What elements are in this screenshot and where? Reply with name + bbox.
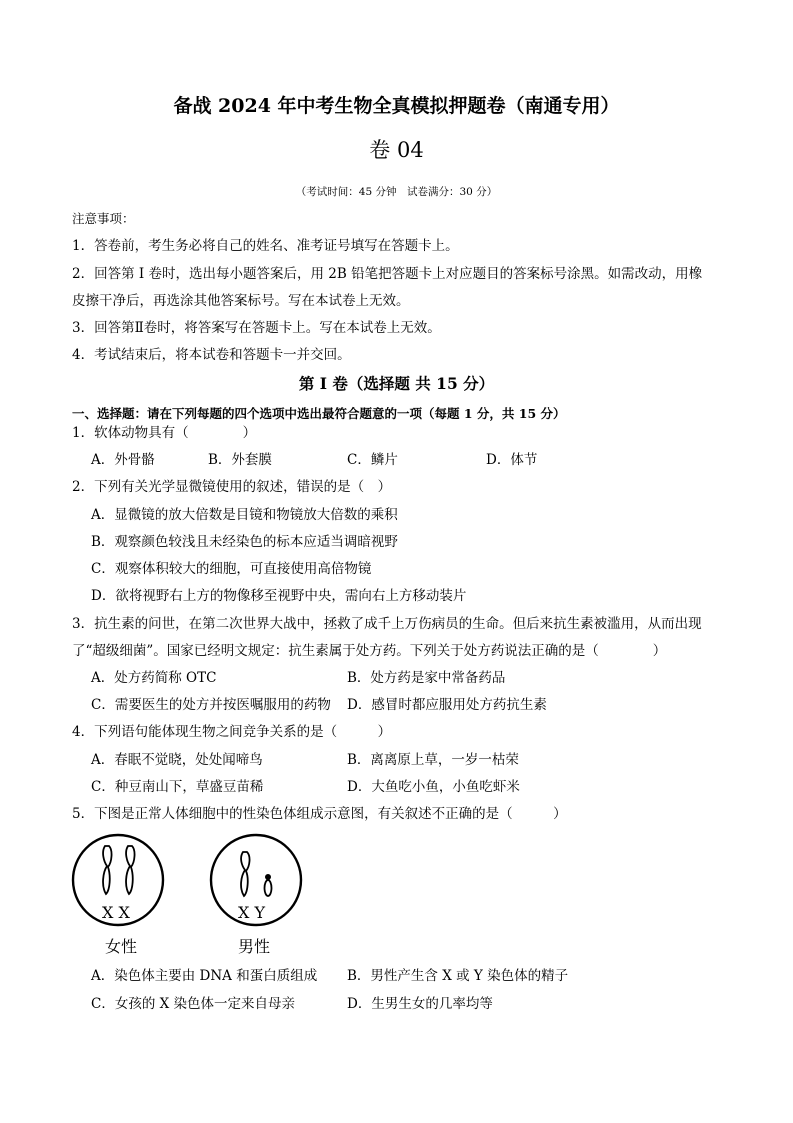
note-item-2-cont: 皮擦干净后，再选涂其他答案标号。写在本试卷上无效。 xyxy=(72,293,410,309)
section-instruction: 一、选择题：请在下列每题的四个选项中选出最符合题意的一项（每题 1 分，共 15 分） xyxy=(72,406,566,421)
q3-stem-line-2: 了“超级细菌”。国家已经明文规定：抗生素属于处方药。下列关于处方药说法正确的是（ ） xyxy=(72,643,667,659)
q4-stem: 4．下列语句能体现生物之间竞争关系的是（ ） xyxy=(72,724,392,740)
female-chromosome-labels: X X xyxy=(102,903,130,922)
exam-info: （考试时间：45 分钟 试卷满分：30 分） xyxy=(295,186,498,198)
q5-option-b: B．男性产生含 X 或 Y 染色体的精子 xyxy=(347,968,569,984)
male-y-chromosome xyxy=(265,874,272,896)
male-label: 男性 xyxy=(238,937,271,956)
q4-option-c: C．种豆南山下，草盛豆苗稀 xyxy=(91,779,264,795)
q3-option-c: C．需要医生的处方并按医嘱服用的药物 xyxy=(91,697,331,713)
male-chromosome-labels: X Y xyxy=(238,903,266,922)
q1-option-c: C．鳞片 xyxy=(347,452,398,468)
note-item-2: 2．回答第 I 卷时，选出每小题答案后，用 2B 铅笔把答题卡上对应题目的答案标号涂黑。如需改动，用橡 xyxy=(72,266,703,282)
q3-option-a: A．处方药简称 OTC xyxy=(91,670,217,686)
q5-option-d: D．生男生女的几率均等 xyxy=(347,996,493,1012)
q1-option-b: B．外套膜 xyxy=(208,452,272,468)
q2-option-c: C．观察体积较大的细胞，可直接使用高倍物镜 xyxy=(91,561,372,577)
note-item-4: 4．考试结束后，将本试卷和答题卡一并交回。 xyxy=(72,347,351,363)
q5-stem: 5．下图是正常人体细胞中的性染色体组成示意图，有关叙述不正确的是（ ） xyxy=(72,806,567,822)
q2-option-b: B．观察颜色较浅且未经染色的标本应适当调暗视野 xyxy=(91,534,398,550)
q1-option-d: D．体节 xyxy=(486,452,538,468)
female-label: 女性 xyxy=(105,937,138,956)
q1-option-a: A．外骨骼 xyxy=(91,452,155,468)
female-x-chromosome-left xyxy=(103,846,112,894)
exam-title: 备战 2024 年中考生物全真模拟押题卷（南通专用） xyxy=(173,95,620,117)
note-item-3: 3．回答第Ⅱ卷时，将答案写在答题卡上。写在本试卷上无效。 xyxy=(72,320,441,336)
male-x-chromosome xyxy=(241,852,250,896)
q3-option-d: D．感冒时都应服用处方药抗生素 xyxy=(347,697,547,713)
sex-chromosome-diagram xyxy=(66,832,316,932)
q2-option-d: D．欲将视野右上方的物像移至视野中央，需向右上方移动装片 xyxy=(91,588,467,604)
q4-option-d: D．大鱼吃小鱼，小鱼吃虾米 xyxy=(347,779,520,795)
q5-option-c: C．女孩的 X 染色体一定来自母亲 xyxy=(91,996,296,1012)
q4-option-b: B．离离原上草，一岁一枯荣 xyxy=(347,752,519,768)
female-x-chromosome-right xyxy=(126,846,135,894)
note-item-1: 1．答卷前，考生务必将自己的姓名、准考证号填写在答题卡上。 xyxy=(72,238,459,254)
q2-stem: 2．下列有关光学显微镜使用的叙述，错误的是（ ） xyxy=(72,479,392,495)
q3-option-b: B．处方药是家中常备药品 xyxy=(347,670,506,686)
q4-option-a: A．春眠不觉晓，处处闻啼鸟 xyxy=(91,752,263,768)
q5-option-a: A．染色体主要由 DNA 和蛋白质组成 xyxy=(91,968,318,984)
q3-stem-line-1: 3．抗生素的问世，在第二次世界大战中，拯救了成千上万伤病员的生命。但后来抗生素被滥用，从而出现 xyxy=(72,616,702,632)
exam-subtitle: 卷 04 xyxy=(369,138,424,162)
section-title: 第 I 卷（选择题 共 15 分） xyxy=(298,374,495,393)
q1-stem: 1．软体动物具有（ ） xyxy=(72,425,257,441)
notes-heading: 注意事项： xyxy=(72,211,135,226)
q2-option-a: A．显微镜的放大倍数是目镜和物镜放大倍数的乘积 xyxy=(91,507,398,523)
